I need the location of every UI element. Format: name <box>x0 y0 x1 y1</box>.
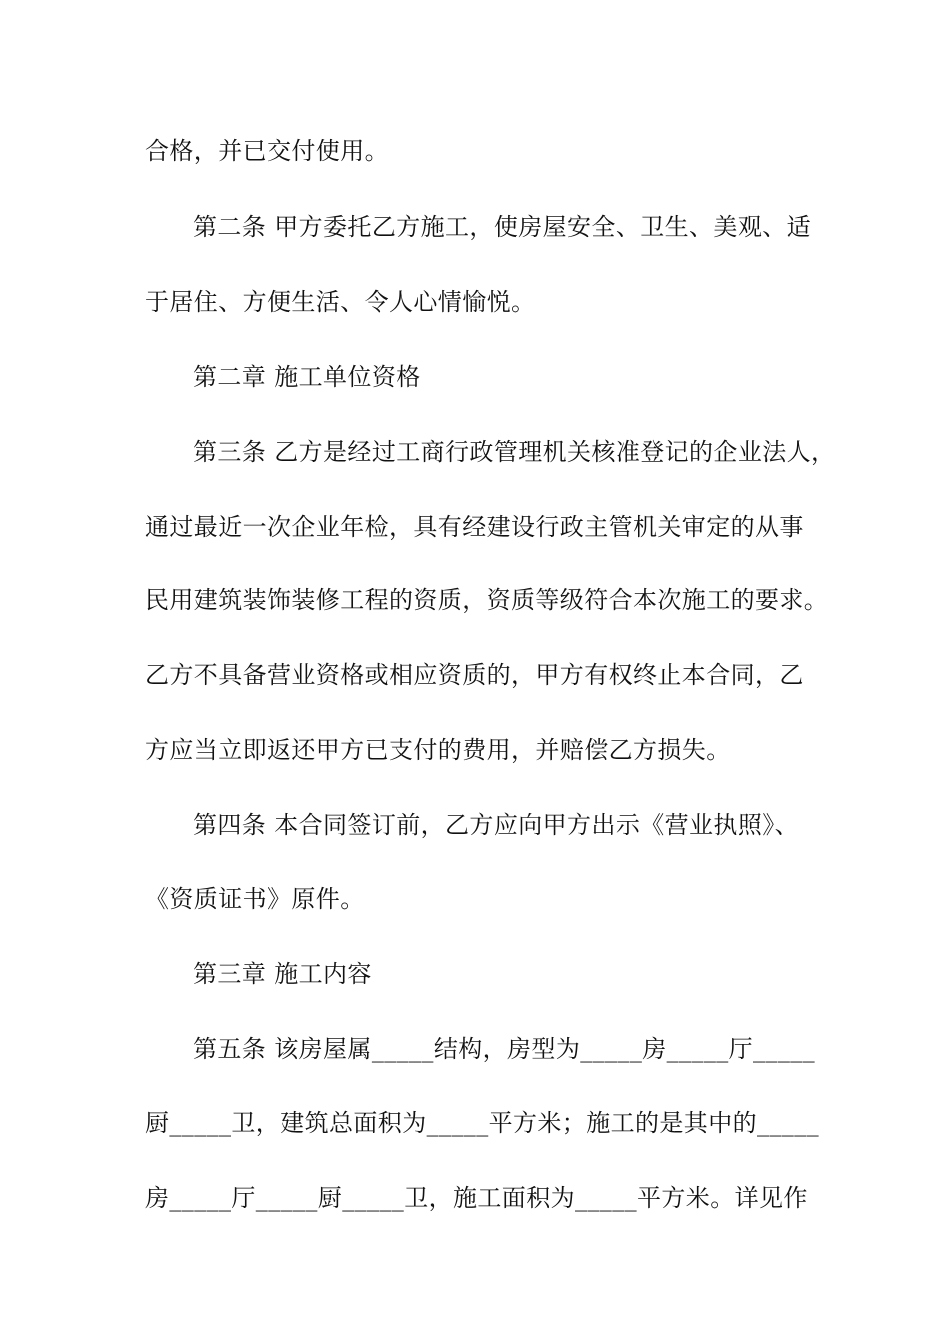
text-line: 乙方不具备营业资格或相应资质的，甲方有权终止本合同，乙 <box>145 661 804 689</box>
text-line: 厨_____卫，建筑总面积为_____平方米；施工的是其中的_____ <box>145 1109 819 1137</box>
article-4-line: 第四条 本合同签订前，乙方应向甲方出示《营业执照》、 <box>193 811 800 839</box>
text-line: 于居住、方便生活、令人心情愉悦。 <box>145 288 536 316</box>
text-line: 方应当立即返还甲方已支付的费用，并赔偿乙方损失。 <box>145 736 731 764</box>
article-3-line: 第三条 乙方是经过工商行政管理机关核准登记的企业法人， <box>193 438 836 466</box>
chapter-2-heading: 第二章 施工单位资格 <box>193 363 421 391</box>
chapter-3-heading: 第三章 施工内容 <box>193 960 372 988</box>
text-line: 民用建筑装饰装修工程的资质，资质等级符合本次施工的要求。 <box>145 586 829 614</box>
text-line: 《资质证书》原件。 <box>145 885 365 913</box>
text-line: 房_____厅_____厨_____卫，施工面积为_____平方米。详见作 <box>145 1184 808 1212</box>
text-line: 通过最近一次企业年检，具有经建设行政主管机关审定的从事 <box>145 513 804 541</box>
text-line: 合格，并已交付使用。 <box>145 137 389 165</box>
article-2-line: 第二条 甲方委托乙方施工，使房屋安全、卫生、美观、适 <box>193 213 812 241</box>
article-5-line: 第五条 该房屋属_____结构，房型为_____房_____厅_____ <box>193 1035 816 1063</box>
